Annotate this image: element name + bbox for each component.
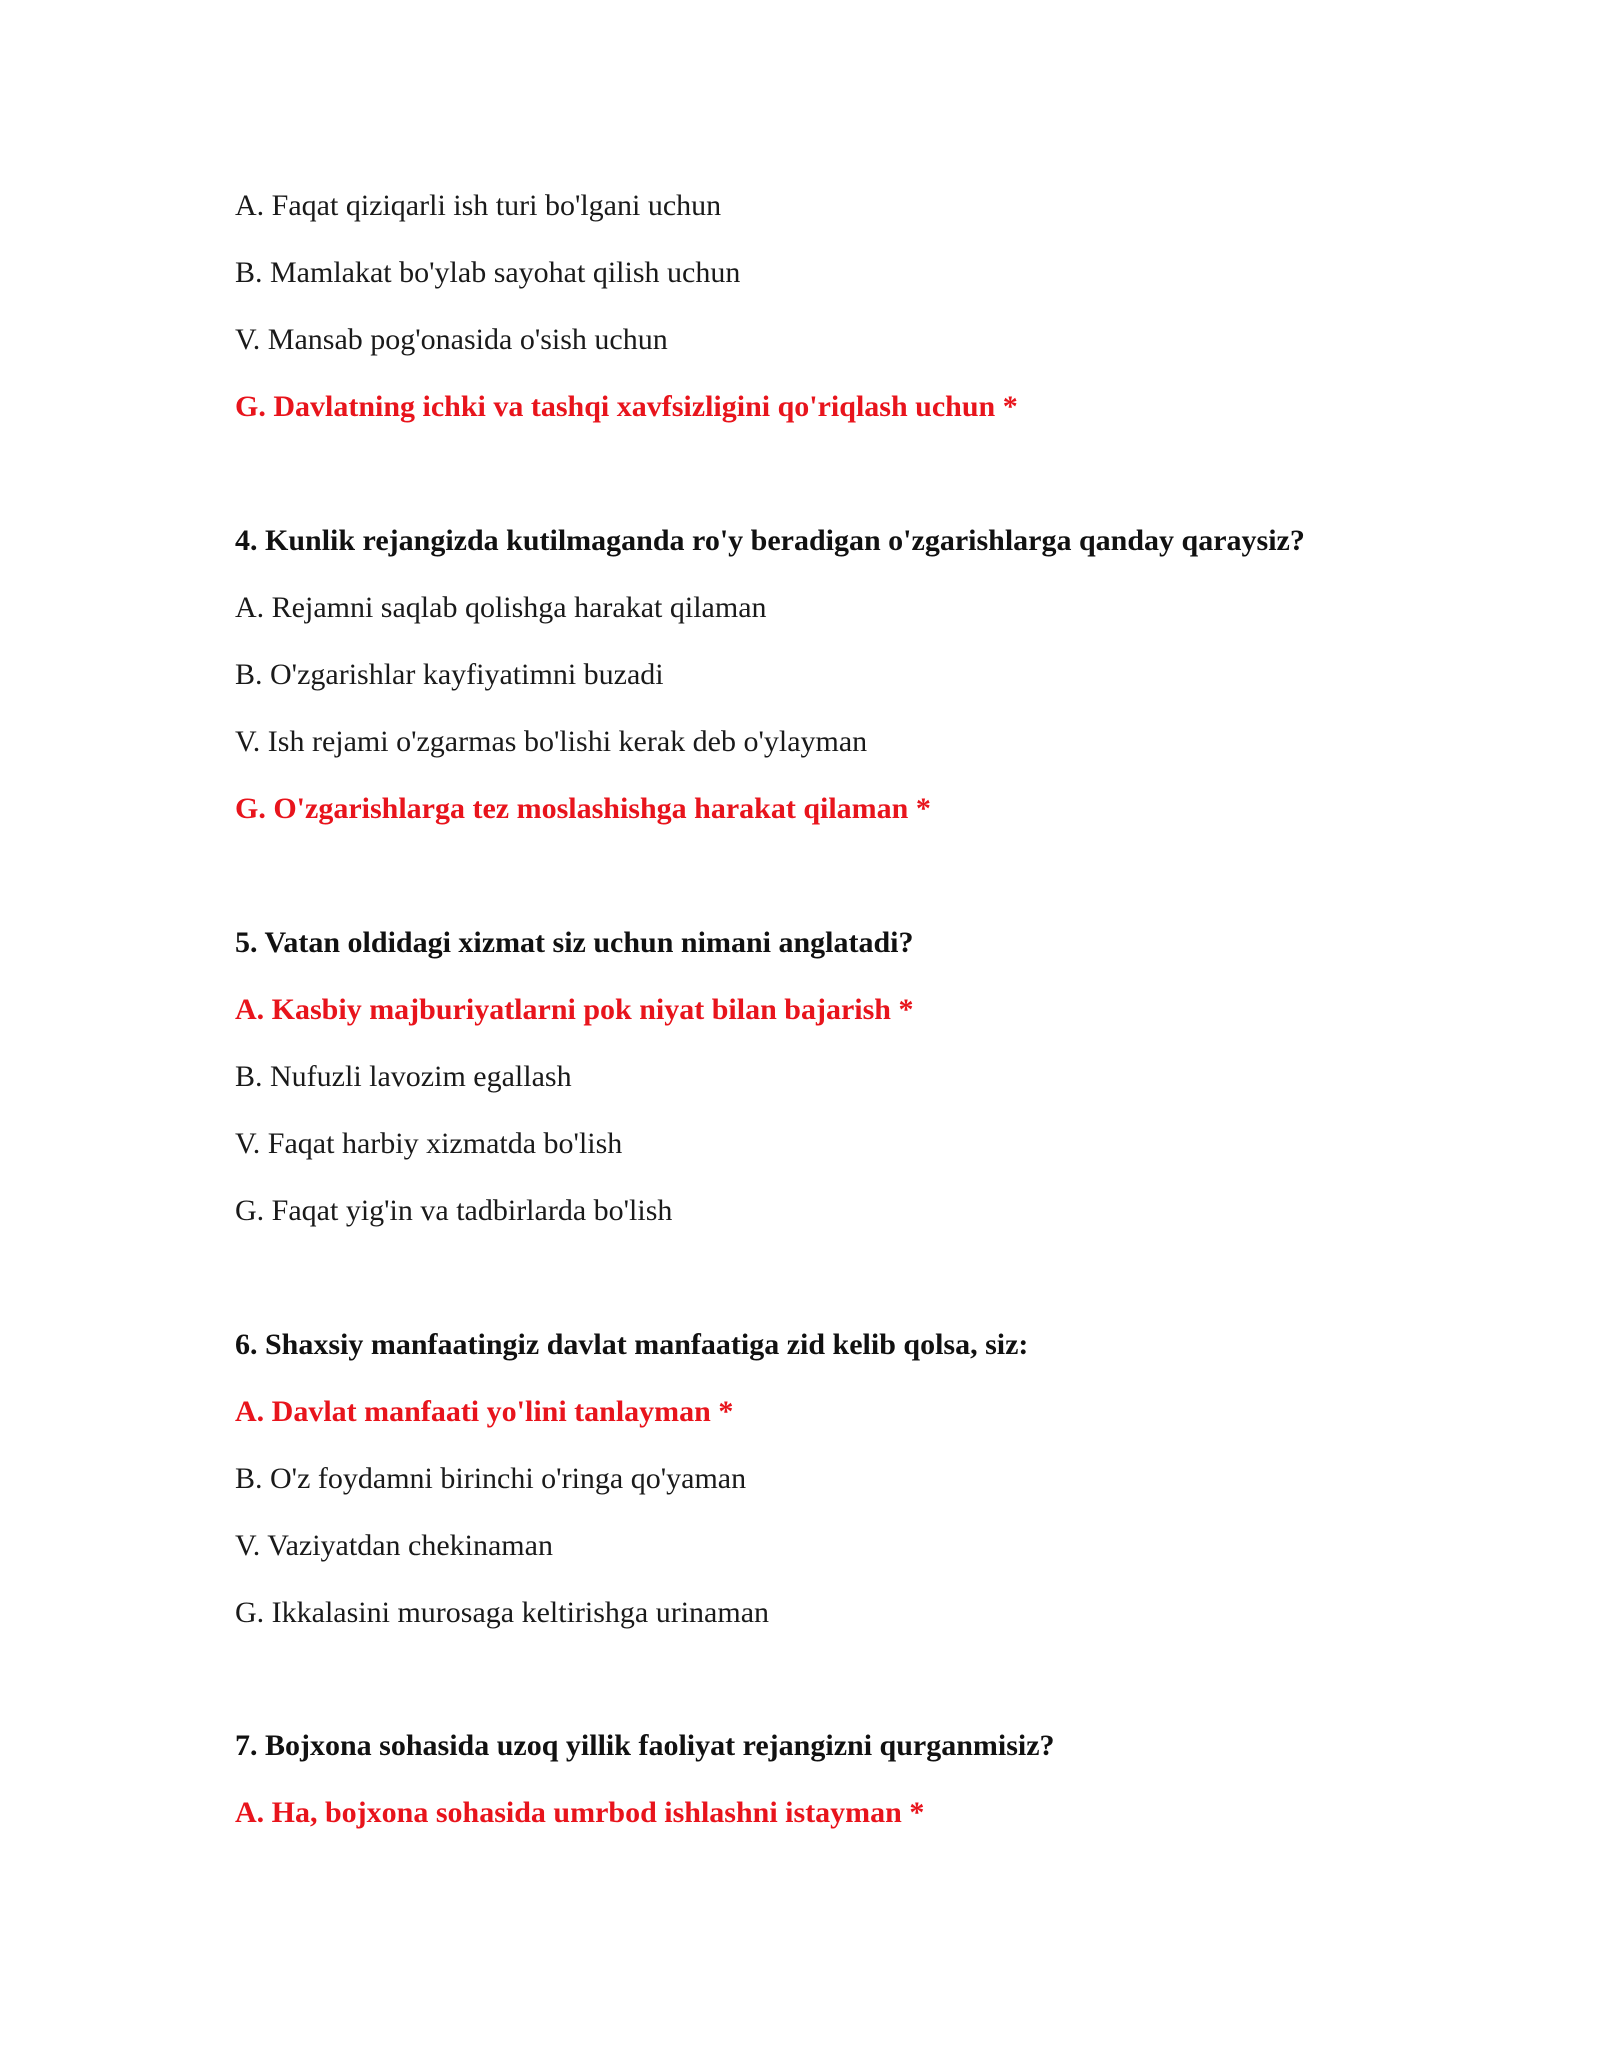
q5-question: 5. Vatan oldidagi xizmat siz uchun nimani anglatadi? [235,926,914,959]
q4-option-v: V. Ish rejami o'zgarmas bo'lishi kerak deb o'ylayman [235,725,868,758]
q6-option-a-correct: A. Davlat manfaati yo'lini tanlayman * [235,1395,734,1428]
q3-option-a: A. Faqat qiziqarli ish turi bo'lgani uchun [235,189,722,222]
q7-option-a-correct: A. Ha, bojxona sohasida umrbod ishlashni istayman * [235,1796,925,1829]
q3-option-v: V. Mansab pog'onasida o'sish uchun [235,323,668,356]
q7-question: 7. Bojxona sohasida uzoq yillik faoliyat rejangizni qurganmisiz? [235,1729,1055,1762]
q5-option-g: G. Faqat yig'in va tadbirlarda bo'lish [235,1194,673,1227]
q6-option-g: G. Ikkalasini murosaga keltirishga urinaman [235,1596,770,1629]
q4-question: 4. Kunlik rejangizda kutilmaganda ro'y beradigan o'zgarishlarga qanday qaraysiz? [235,524,1305,557]
q5-option-v: V. Faqat harbiy xizmatda bo'lish [235,1127,623,1160]
q6-option-v: V. Vaziyatdan chekinaman [235,1529,553,1562]
q6-question: 6. Shaxsiy manfaatingiz davlat manfaatiga zid kelib qolsa, siz: [235,1328,1029,1361]
q5-option-b: B. Nufuzli lavozim egallash [235,1060,572,1093]
q6-option-b: B. O'z foydamni birinchi o'ringa qo'yaman [235,1462,747,1495]
q4-option-g-correct: G. O'zgarishlarga tez moslashishga harakat qilaman * [235,792,931,825]
q3-option-b: B. Mamlakat bo'ylab sayohat qilish uchun [235,256,741,289]
q5-option-a-correct: A. Kasbiy majburiyatlarni pok niyat bilan bajarish * [235,993,914,1026]
q4-option-a: A. Rejamni saqlab qolishga harakat qilaman [235,591,767,624]
q4-option-b: B. O'zgarishlar kayfiyatimni buzadi [235,658,664,691]
q3-option-g-correct: G. Davlatning ichki va tashqi xavfsizligini qo'riqlash uchun * [235,390,1018,423]
